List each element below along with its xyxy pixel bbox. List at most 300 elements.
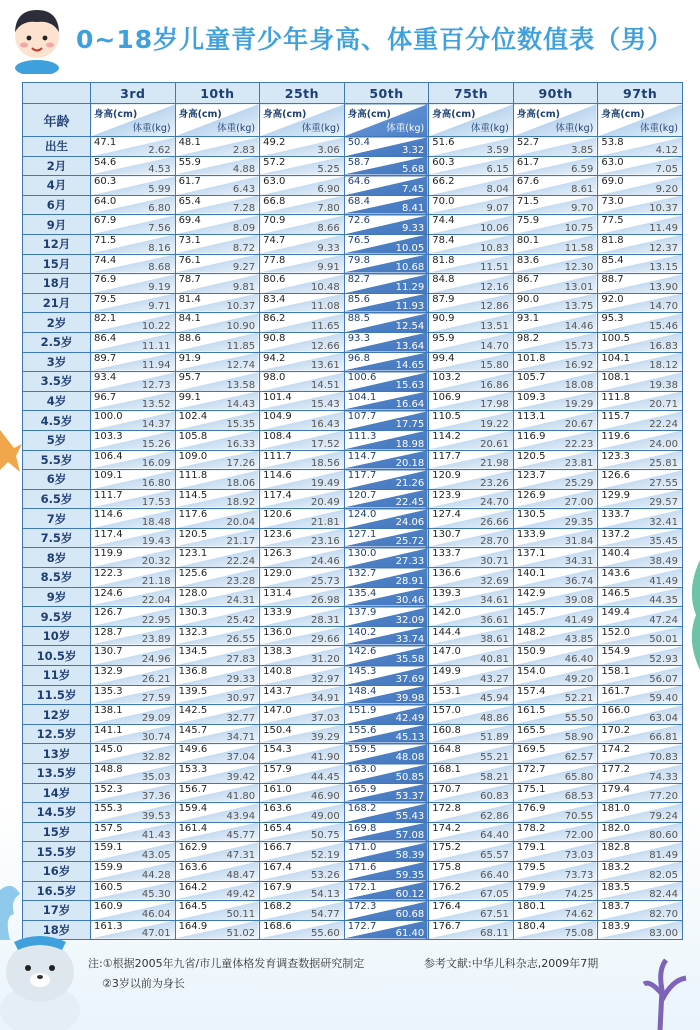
value-cell (429, 352, 514, 372)
weight-value: 25.72 (395, 536, 425, 548)
height-value: 124.0 (347, 509, 377, 521)
height-value: 64.0 (94, 195, 117, 207)
height-value: 68.4 (347, 195, 370, 207)
footnote-2: ②3岁以前为身长 (102, 977, 185, 990)
height-value: 86.7 (516, 274, 540, 286)
height-value: 51.6 (432, 137, 455, 148)
weight-value: 11.08 (311, 301, 340, 313)
age-cell: 9岁 (23, 587, 91, 607)
value-cell (91, 705, 176, 725)
value-cell (344, 470, 429, 490)
height-value: 90.8 (263, 332, 286, 344)
height-value: 76.9 (94, 274, 117, 286)
age-cell: 10岁 (23, 626, 91, 646)
table-row (23, 842, 683, 862)
value-cell (260, 156, 345, 176)
value-cell (260, 215, 345, 235)
weight-value: 80.60 (649, 830, 678, 842)
weight-value: 7.56 (148, 222, 171, 234)
value-cell (513, 509, 598, 529)
weight-value: 44.35 (649, 595, 678, 607)
value-cell (513, 587, 598, 607)
value-cell (344, 803, 429, 823)
height-value: 115.7 (601, 411, 631, 423)
weight-value: 19.49 (311, 477, 340, 489)
value-cell (344, 764, 429, 784)
percentile-header: 90th (513, 83, 598, 104)
weight-value: 25.73 (311, 575, 340, 587)
weight-value: 67.51 (480, 908, 509, 920)
value-cell (344, 156, 429, 176)
height-value: 171.0 (347, 842, 377, 854)
weight-value: 16.92 (564, 360, 594, 372)
height-value: 172.8 (432, 803, 461, 815)
height-value: 85.6 (347, 293, 370, 305)
weight-value: 20.71 (649, 399, 678, 411)
height-value: 82.1 (94, 313, 117, 325)
table-row (23, 391, 683, 411)
age-cell: 8.5岁 (23, 568, 91, 588)
weight-value: 68.11 (480, 928, 509, 940)
value-cell (513, 842, 598, 862)
value-cell (429, 783, 514, 803)
height-value: 136.6 (432, 568, 461, 580)
height-value: 154.3 (263, 744, 292, 756)
height-value: 78.4 (432, 234, 455, 246)
height-value: 142.9 (516, 587, 546, 599)
height-value: 139.3 (432, 587, 461, 599)
weight-value: 9.20 (655, 183, 678, 195)
value-cell (513, 666, 598, 686)
value-cell (91, 156, 176, 176)
percentile-header: 3rd (91, 83, 176, 104)
height-value: 164.2 (178, 881, 208, 893)
page-title: 0~18岁儿童青少年身高、体重百分位数值表（男） (76, 25, 674, 54)
height-value: 60.3 (94, 176, 117, 188)
age-cell: 18岁 (23, 920, 91, 940)
height-value: 89.7 (94, 352, 117, 364)
value-cell (91, 685, 176, 705)
value-cell (429, 842, 514, 862)
value-cell (91, 372, 176, 392)
value-cell (175, 137, 260, 157)
weight-value: 10.37 (226, 301, 256, 313)
weight-value: 17.26 (226, 458, 256, 470)
height-value: 136.8 (178, 666, 208, 678)
value-cell (91, 254, 176, 274)
weight-value: 29.57 (649, 497, 678, 509)
height-value: 76.5 (347, 234, 370, 246)
value-cell (91, 293, 176, 313)
height-value: 160.9 (94, 901, 123, 913)
height-value: 93.1 (516, 313, 540, 325)
value-cell (260, 764, 345, 784)
height-value: 77.8 (263, 254, 286, 266)
height-value: 80.6 (263, 274, 286, 286)
weight-value: 70.83 (649, 752, 678, 763)
age-cell: 9.5岁 (23, 607, 91, 627)
weight-value: 45.77 (226, 830, 256, 842)
weight-value: 8.16 (148, 242, 171, 254)
height-value: 126.9 (516, 489, 546, 501)
height-value: 182.0 (601, 822, 631, 834)
height-value: 98.0 (263, 372, 286, 384)
height-value: 161.3 (94, 920, 123, 932)
weight-value: 28.70 (480, 536, 509, 548)
weight-value: 41.49 (649, 575, 678, 587)
weight-value: 6.90 (317, 183, 340, 195)
value-cell (429, 137, 514, 157)
weight-value: 41.90 (311, 752, 340, 763)
height-value: 114.5 (178, 489, 208, 501)
value-cell (344, 450, 429, 470)
reference-note: 参考文献:中华儿科杂志,2009年7期 (424, 957, 599, 970)
height-value: 63.0 (601, 156, 624, 168)
value-cell (91, 548, 176, 568)
value-cell (91, 881, 176, 901)
weight-value: 28.91 (395, 575, 425, 587)
value-cell (260, 293, 345, 313)
value-cell (91, 822, 176, 842)
weight-value: 34.61 (480, 595, 509, 607)
height-value: 90.9 (432, 313, 455, 325)
weight-value: 49.00 (311, 810, 340, 822)
weight-value: 12.66 (311, 340, 340, 352)
value-cell (598, 450, 683, 470)
height-value: 153.3 (178, 764, 208, 775)
table-row (23, 215, 683, 235)
value-cell (175, 861, 260, 881)
age-cell: 出生 (23, 137, 91, 157)
weight-value: 44.45 (311, 771, 340, 783)
weight-value: 27.33 (395, 556, 425, 568)
value-cell (513, 156, 598, 176)
value-cell (513, 607, 598, 627)
value-cell (598, 764, 683, 784)
percentile-header-row (23, 83, 683, 104)
value-cell (344, 391, 429, 411)
table-row (23, 234, 683, 254)
table-row (23, 607, 683, 627)
height-value: 174.2 (601, 744, 631, 756)
height-value: 50.4 (347, 137, 370, 148)
weight-value: 41.80 (226, 791, 256, 803)
height-value: 157.5 (94, 822, 123, 834)
value-cell (260, 411, 345, 431)
height-value: 120.6 (263, 509, 292, 521)
value-cell (513, 293, 598, 313)
weight-value: 48.86 (480, 712, 509, 724)
height-value: 81.8 (432, 254, 455, 266)
weight-value: 19.22 (480, 418, 509, 430)
value-cell (260, 842, 345, 862)
value-cell (260, 234, 345, 254)
weight-value: 22.24 (226, 556, 256, 568)
value-cell (260, 274, 345, 294)
height-value: 73.0 (601, 195, 624, 207)
weight-value: 66.81 (649, 732, 678, 744)
table-row (23, 274, 683, 294)
value-cell (429, 861, 514, 881)
table-row (23, 881, 683, 901)
table-row (23, 783, 683, 803)
seal-mascot-icon (0, 910, 86, 1030)
height-value: 103.2 (432, 372, 461, 384)
height-value: 74.4 (432, 215, 455, 227)
value-cell (175, 411, 260, 431)
weight-value: 53.26 (311, 869, 340, 881)
age-cell: 21月 (23, 293, 91, 313)
height-value: 107.7 (347, 411, 377, 423)
percentile-header: 25th (260, 83, 345, 104)
age-cell: 7岁 (23, 509, 91, 529)
value-cell (598, 528, 683, 548)
value-cell (513, 411, 598, 431)
height-value: 88.7 (601, 274, 624, 286)
height-value: 164.5 (178, 901, 208, 913)
value-cell (175, 764, 260, 784)
value-cell (175, 156, 260, 176)
value-cell (344, 430, 429, 450)
footnote-1: 注:①根据2005年九省/市儿童体格发育调查数据研究制定 (88, 957, 365, 970)
height-value: 133.7 (432, 548, 461, 560)
age-cell: 7.5岁 (23, 528, 91, 548)
height-value: 74.7 (263, 234, 286, 246)
weight-value: 13.75 (564, 301, 594, 313)
weight-value: 2.62 (148, 144, 171, 156)
weight-value: 46.40 (564, 654, 594, 666)
value-cell (429, 372, 514, 392)
height-value: 147.0 (263, 705, 292, 717)
height-value: 170.7 (432, 783, 461, 795)
boy-cartoon-icon (6, 2, 68, 74)
value-cell (175, 372, 260, 392)
height-value: 175.8 (432, 861, 461, 873)
age-cell: 2岁 (23, 313, 91, 333)
growth-table-container (22, 82, 682, 940)
value-cell (598, 646, 683, 666)
height-value: 161.7 (601, 685, 631, 697)
weight-value: 20.61 (480, 438, 509, 450)
weight-value: 16.80 (141, 477, 171, 489)
weight-unit-label: 体重(kg) (639, 123, 678, 134)
weight-value: 47.24 (649, 614, 678, 626)
weight-value: 15.35 (226, 418, 256, 430)
table-row (23, 372, 683, 392)
value-cell (91, 744, 176, 764)
value-cell (429, 450, 514, 470)
value-cell (344, 744, 429, 764)
value-cell (344, 901, 429, 921)
value-cell (513, 822, 598, 842)
height-value: 91.9 (178, 352, 201, 364)
value-cell (598, 313, 683, 333)
height-value: 123.1 (178, 548, 208, 560)
value-cell (260, 744, 345, 764)
value-cell (344, 234, 429, 254)
height-value: 133.9 (263, 607, 292, 619)
weight-value: 11.51 (480, 262, 509, 274)
value-cell (513, 470, 598, 490)
weight-value: 38.49 (649, 556, 678, 568)
height-value: 172.3 (347, 901, 377, 913)
value-cell (344, 607, 429, 627)
value-cell (598, 666, 683, 686)
value-cell (91, 470, 176, 490)
weight-value: 47.31 (226, 849, 256, 861)
weight-value: 52.21 (564, 693, 594, 705)
height-value: 165.9 (347, 783, 377, 795)
table-row (23, 548, 683, 568)
height-value: 181.0 (601, 803, 631, 815)
height-value: 55.9 (178, 156, 201, 168)
value-cell (175, 724, 260, 744)
height-value: 160.8 (432, 724, 461, 736)
value-cell (260, 822, 345, 842)
weight-value: 6.59 (571, 164, 594, 176)
weight-value: 50.85 (395, 771, 425, 783)
weight-value: 53.37 (395, 791, 425, 803)
weight-unit-label: 体重(kg) (470, 123, 509, 134)
weight-value: 15.26 (141, 438, 171, 450)
value-cell (91, 666, 176, 686)
height-unit-label: 身高(cm) (263, 109, 307, 120)
height-value: 133.9 (516, 528, 546, 540)
age-cell: 14岁 (23, 783, 91, 803)
value-cell (513, 430, 598, 450)
table-row (23, 626, 683, 646)
weight-value: 21.98 (480, 458, 509, 470)
height-value: 126.6 (601, 470, 631, 482)
weight-value: 74.25 (564, 889, 594, 901)
weight-value: 47.01 (141, 928, 171, 940)
weight-value: 68.53 (564, 791, 594, 803)
weight-value: 12.74 (226, 360, 256, 372)
age-cell: 2月 (23, 156, 91, 176)
value-cell (91, 764, 176, 784)
value-cell (344, 705, 429, 725)
age-cell: 16.5岁 (23, 881, 91, 901)
value-cell (598, 234, 683, 254)
height-value: 84.1 (178, 313, 201, 325)
height-value: 96.7 (94, 391, 117, 403)
measure-label-cell (260, 104, 345, 137)
value-cell (260, 724, 345, 744)
value-cell (598, 195, 683, 215)
table-row (23, 724, 683, 744)
weight-value: 13.61 (311, 360, 340, 372)
value-cell (429, 685, 514, 705)
age-cell: 8岁 (23, 548, 91, 568)
value-cell (429, 764, 514, 784)
height-value: 147.0 (432, 646, 461, 658)
value-cell (429, 176, 514, 196)
weight-value: 37.03 (311, 712, 340, 724)
weight-value: 19.43 (141, 536, 171, 548)
value-cell (513, 920, 598, 940)
height-value: 154.9 (601, 646, 631, 658)
table-row (23, 587, 683, 607)
height-value: 93.3 (347, 332, 370, 344)
weight-value: 51.02 (226, 928, 256, 940)
height-value: 132.3 (178, 626, 208, 638)
weight-value: 32.77 (226, 712, 256, 724)
height-value: 66.8 (263, 195, 286, 207)
weight-value: 64.40 (480, 830, 509, 842)
height-value: 149.6 (178, 744, 208, 756)
height-value: 168.2 (263, 901, 292, 913)
height-value: 116.9 (516, 430, 546, 442)
value-cell (598, 352, 683, 372)
value-cell (598, 626, 683, 646)
weight-value: 65.57 (480, 849, 509, 861)
height-value: 76.1 (178, 254, 201, 266)
weight-value: 11.58 (564, 242, 594, 254)
weight-value: 20.49 (311, 497, 340, 509)
height-unit-label: 身高(cm) (347, 109, 391, 120)
value-cell (429, 822, 514, 842)
height-value: 126.3 (263, 548, 292, 560)
weight-value: 34.91 (311, 693, 340, 705)
table-row (23, 156, 683, 176)
height-value: 168.2 (347, 803, 377, 815)
height-value: 148.4 (347, 685, 377, 697)
weight-unit-label: 体重(kg) (301, 123, 340, 134)
height-value: 67.6 (516, 176, 540, 188)
height-value: 150.4 (263, 724, 292, 736)
height-value: 177.2 (601, 764, 631, 775)
value-cell (175, 842, 260, 862)
height-value: 125.6 (178, 568, 208, 580)
height-value: 183.5 (601, 881, 631, 893)
value-cell (175, 881, 260, 901)
height-unit-label: 身高(cm) (178, 109, 222, 120)
value-cell (344, 626, 429, 646)
height-value: 54.6 (94, 156, 117, 168)
value-cell (344, 861, 429, 881)
weight-value: 18.08 (564, 379, 594, 391)
weight-value: 3.06 (317, 144, 340, 156)
weight-value: 23.81 (564, 458, 594, 470)
age-cell: 11岁 (23, 666, 91, 686)
weight-value: 65.80 (564, 771, 594, 783)
value-cell (429, 568, 514, 588)
weight-value: 14.46 (564, 320, 594, 332)
weight-value: 57.08 (395, 830, 425, 842)
weight-value: 25.81 (649, 458, 678, 470)
height-value: 113.1 (516, 411, 546, 423)
value-cell (598, 156, 683, 176)
weight-value: 32.69 (480, 575, 509, 587)
height-value: 130.0 (347, 548, 377, 560)
value-cell (260, 881, 345, 901)
value-cell (260, 685, 345, 705)
table-row (23, 137, 683, 157)
height-value: 53.8 (601, 137, 624, 148)
value-cell (344, 489, 429, 509)
value-cell (175, 509, 260, 529)
weight-value: 9.33 (317, 242, 340, 254)
height-value: 161.4 (178, 822, 208, 834)
weight-value: 24.31 (226, 595, 256, 607)
percentile-header: 50th (344, 83, 429, 104)
value-cell (175, 450, 260, 470)
height-value: 153.1 (432, 685, 461, 697)
value-cell (344, 509, 429, 529)
table-row (23, 764, 683, 784)
weight-value: 8.04 (486, 183, 509, 195)
weight-value: 74.33 (649, 771, 678, 783)
